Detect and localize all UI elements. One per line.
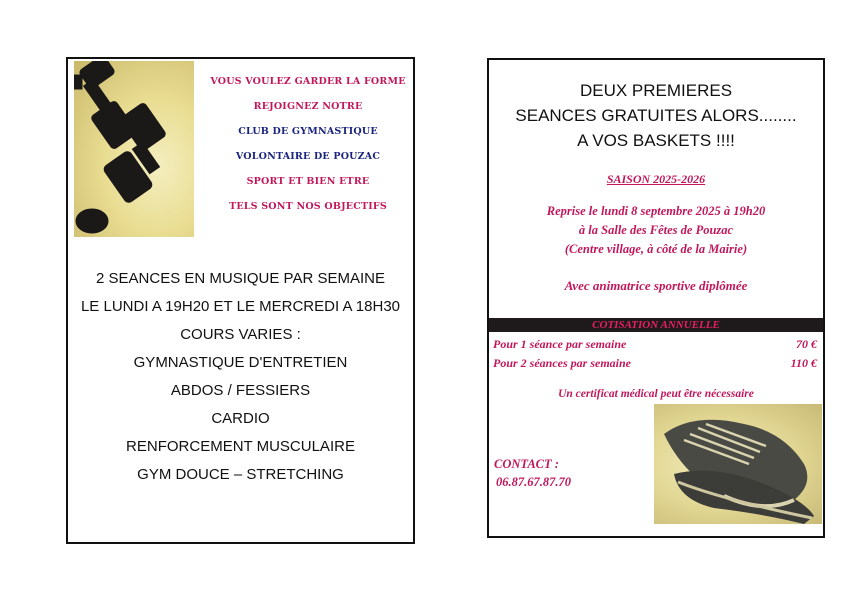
- sessions-line: GYM DOUCE – STRETCHING: [137, 466, 344, 483]
- sessions-line: CARDIO: [211, 410, 270, 427]
- fee-header-bar: COTISATION ANNUELLE: [489, 318, 823, 332]
- tagline-1: VOUS VOULEZ GARDER LA FORME: [210, 76, 406, 87]
- headline-line: DEUX PREMIERES: [579, 81, 733, 100]
- season-label: SAISON 2025-2026: [606, 172, 706, 186]
- instructor-note: Avec animatrice sportive diplômée: [564, 278, 748, 293]
- contact-phone[interactable]: 06.87.67.87.70: [496, 475, 571, 489]
- contact-block: [494, 455, 571, 491]
- sessions-line: 2 SEANCES EN MUSIQUE PAR SEMAINE: [96, 270, 385, 287]
- sessions-line: ABDOS / FESSIERS: [170, 382, 311, 399]
- tagline-2: REJOIGNEZ NOTRE: [253, 101, 363, 112]
- dumbbells-photo: [74, 61, 194, 237]
- tagline-3: SPORT ET BIEN ETRE: [246, 176, 370, 187]
- club-name-line-1: CLUB DE GYMNASTIQUE: [238, 126, 378, 137]
- price-amount: 110 €: [790, 356, 817, 370]
- restart-line: (Centre village, à côté de la Mairie): [564, 242, 748, 256]
- medical-certificate-note: Un certificat médical peut être nécessaire: [558, 388, 754, 400]
- sneaker-photo: [654, 404, 822, 524]
- sessions-line: COURS VARIES :: [180, 326, 301, 343]
- sessions-line: LE LUNDI A 19H20 ET LE MERCREDI A 18H30: [80, 298, 401, 315]
- headline-line: SEANCES GRATUITES ALORS........: [515, 106, 797, 125]
- restart-line: à la Salle des Fêtes de Pouzac: [578, 223, 734, 237]
- headline: [489, 78, 823, 153]
- sessions-list: [68, 265, 413, 489]
- price-label: Pour 2 séances par semaine: [493, 356, 631, 370]
- right-flyer-panel: [487, 58, 825, 538]
- restart-info: [489, 202, 823, 259]
- sessions-line: RENFORCEMENT MUSCULAIRE: [126, 438, 355, 455]
- headline-line: A VOS BASKETS !!!!: [577, 131, 735, 150]
- sessions-line: GYMNASTIQUE D'ENTRETIEN: [133, 354, 348, 371]
- restart-line: Reprise le lundi 8 septembre 2025 à 19h20: [546, 204, 766, 218]
- price-amount: 70 €: [796, 337, 817, 351]
- price-label: Pour 1 séance par semaine: [493, 337, 627, 351]
- club-name-line-2: VOLONTAIRE DE POUZAC: [235, 151, 381, 162]
- tagline-4: TELS SONT NOS OBJECTIFS: [229, 201, 387, 212]
- left-flyer-panel: [66, 57, 415, 544]
- contact-label: CONTACT :: [494, 457, 559, 471]
